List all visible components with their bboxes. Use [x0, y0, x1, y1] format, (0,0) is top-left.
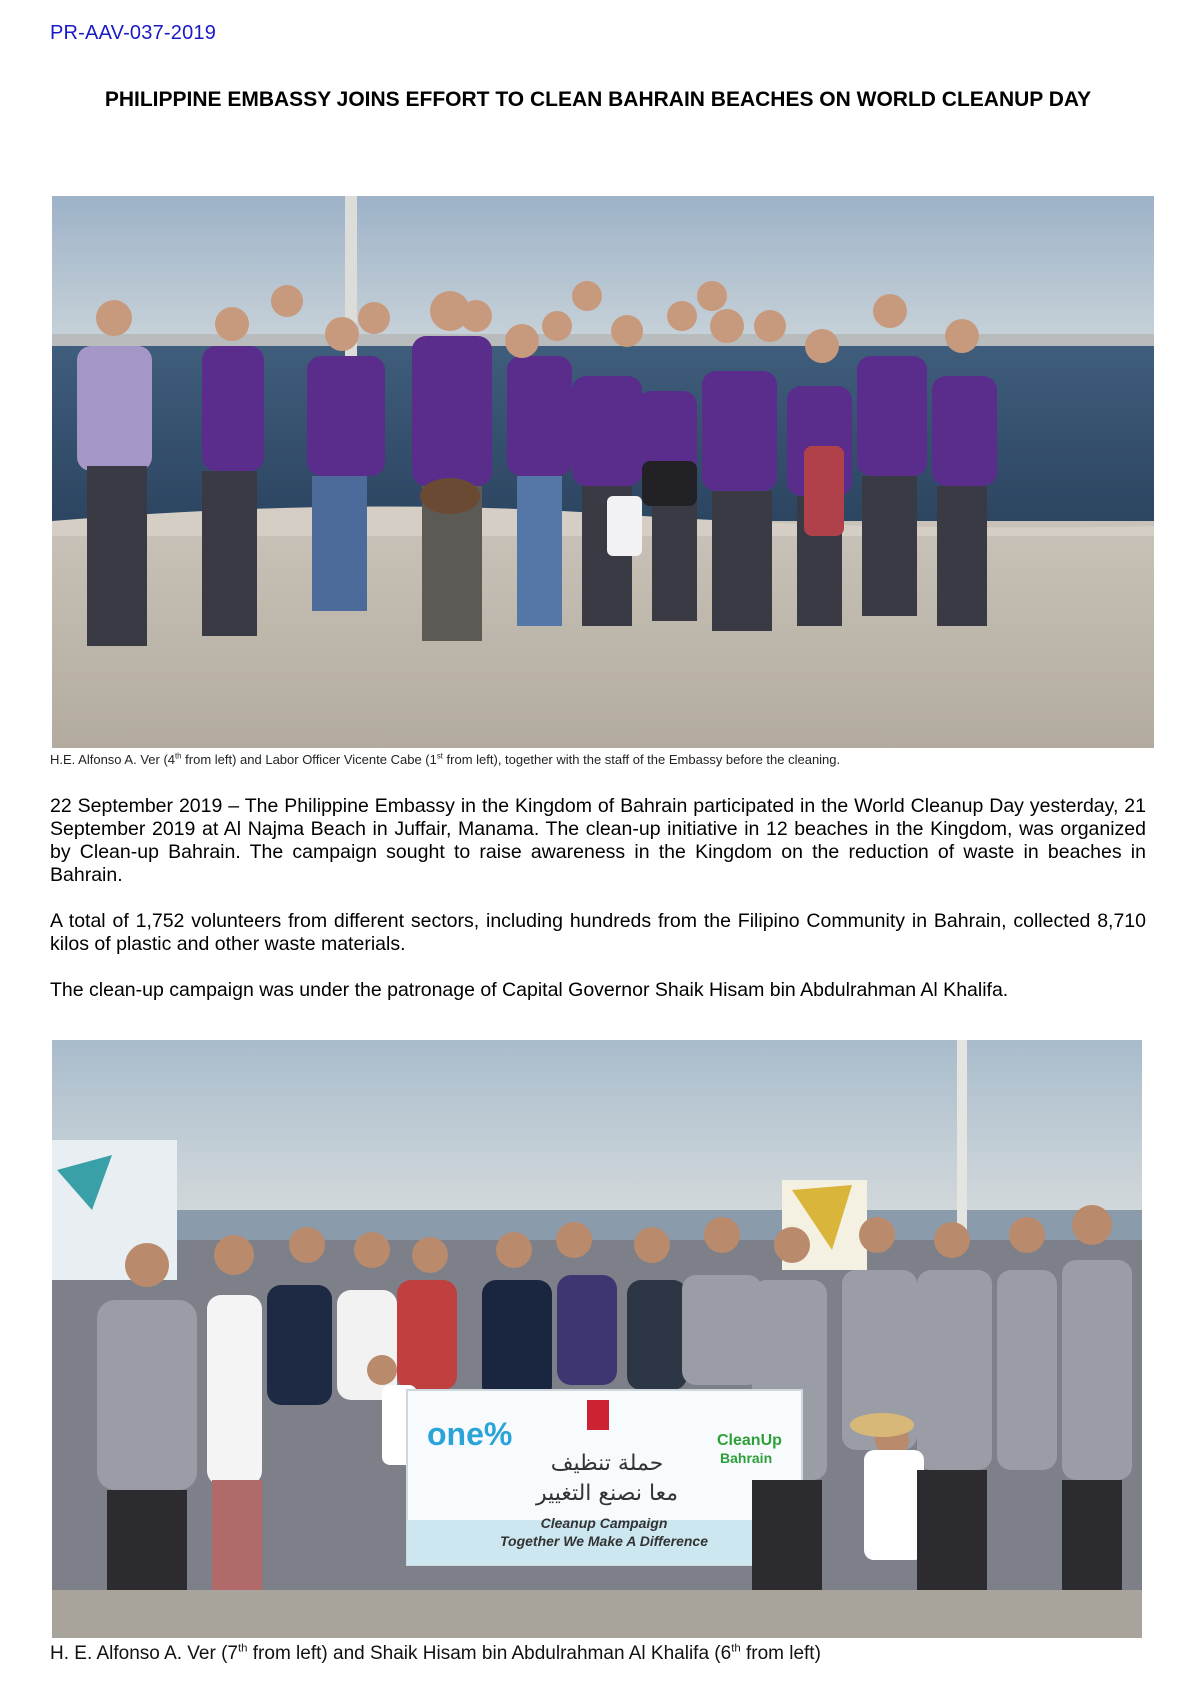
photo1-caption-part3: from left), together with the staff of the Embassy before the cleaning.	[442, 752, 841, 767]
banner-brand: one%	[427, 1416, 513, 1452]
cleanup-group-photo	[52, 1040, 1142, 1638]
photo1-caption-part2: from left) and Labor Officer Vicente Cabe (1	[181, 752, 437, 767]
photo2-caption-sup1: th	[238, 1642, 248, 1655]
banner-arabic-line2: معا نصنع التغيير	[535, 1481, 679, 1506]
photo2-caption-part1: H. E. Alfonso A. Ver (7	[50, 1643, 238, 1664]
banner-line1: Cleanup Campaign	[540, 1515, 668, 1531]
photo1-caption	[50, 752, 1160, 767]
paragraph-3: The clean-up campaign was under the patronage of Capital Governor Shaik Hisam bin Abdulrahman Al Khalifa.	[50, 979, 1009, 1001]
banner-logo-line2: Bahrain	[720, 1450, 773, 1466]
embassy-staff-illustration	[52, 196, 1154, 748]
photo1-caption-sup1: th	[175, 751, 182, 761]
paragraph-1: 22 September 2019 – The Philippine Embassy in the Kingdom of Bahrain participated in the World Cleanup Day yesterday, 21 September 2019 at Al Najma Beach in Juffair, Manama. The clean-up initiative in 12 beaches in the Kingdom, was organized by Clean-up Bahrain. The campaign sought to raise awareness in the Kingdom on the reduction of waste in beaches in Bahrain.	[50, 795, 1146, 886]
article-body	[50, 795, 1146, 1025]
cleanup-group-illustration	[52, 1040, 1142, 1638]
photo2-caption	[50, 1643, 1160, 1665]
photo2-caption-part2: from left) and Shaik Hisam bin Abdulrahman Al Khalifa (6	[247, 1643, 732, 1664]
banner-logo-line1: CleanUp	[717, 1432, 782, 1449]
photo2-caption-sup2: th	[731, 1642, 741, 1655]
banner-line2: Together We Make A Difference	[500, 1533, 708, 1549]
embassy-staff-photo	[52, 196, 1154, 748]
banner-arabic-line1: حملة تنظيف	[550, 1451, 664, 1476]
campaign-banner	[407, 1390, 802, 1565]
page-title: PHILIPPINE EMBASSY JOINS EFFORT TO CLEAN BAHRAIN BEACHES ON WORLD CLEANUP DAY	[104, 88, 1092, 111]
paragraph-2: A total of 1,752 volunteers from different sectors, including hundreds from the Filipino Community in Bahrain, collected 8,710 kilos of plastic and other waste materials.	[50, 910, 1146, 955]
photo1-caption-sup2: st	[436, 751, 443, 761]
photo1-caption-part1: H.E. Alfonso A. Ver (4	[50, 752, 176, 767]
photo2-caption-part3: from left)	[740, 1643, 821, 1664]
reference-number: PR-AAV-037-2019	[50, 22, 217, 44]
